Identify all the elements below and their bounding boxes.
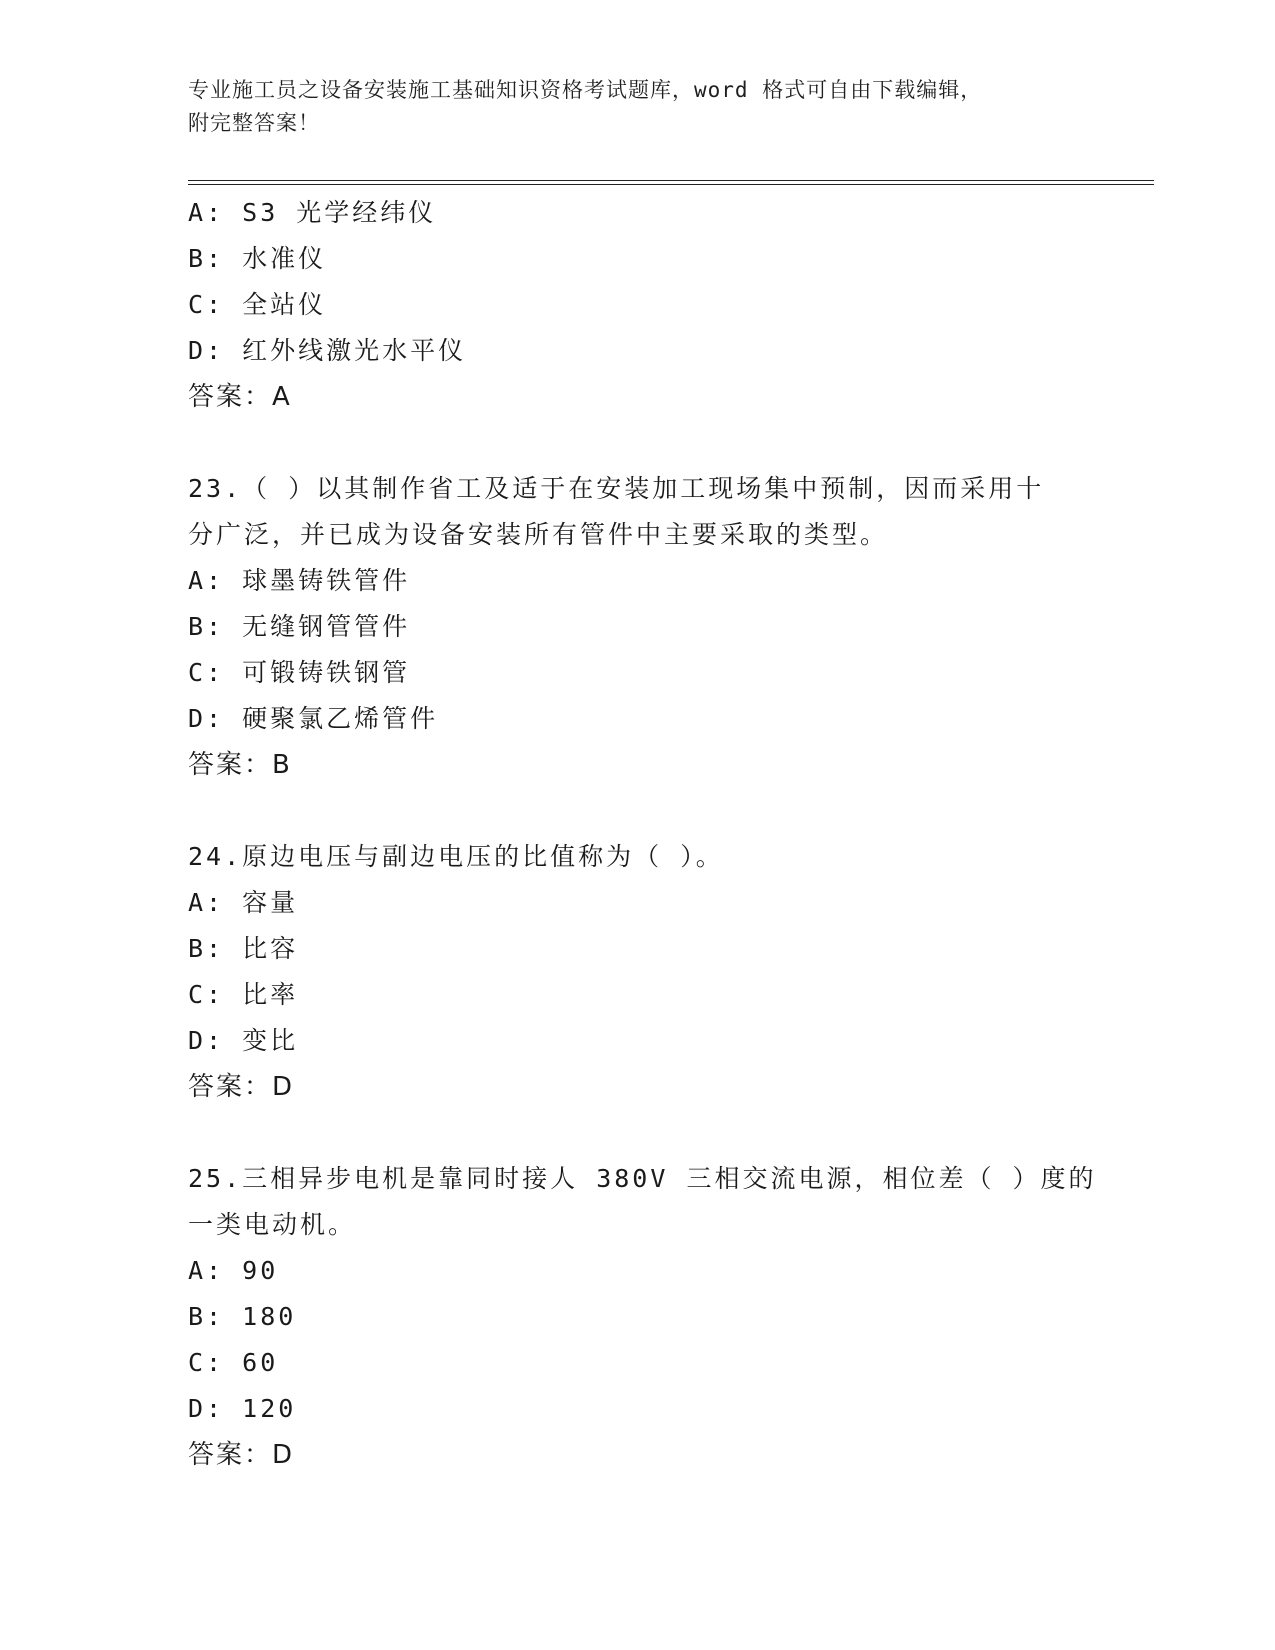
option-a: A: 容量 <box>188 888 299 917</box>
option-c: C: 全站仪 <box>188 290 327 319</box>
spacer <box>188 1110 1088 1156</box>
header-title-line-1: 专业施工员之设备安装施工基础知识资格考试题库，word 格式可自由下载编辑， <box>188 78 983 102</box>
option-d: D: 120 <box>188 1394 297 1423</box>
page-header <box>188 74 1088 140</box>
question-text-line-1: 23.（ ）以其制作省工及适于在安装加工现场集中预制，因而采用十 <box>188 474 1045 503</box>
question-text-line-1: 24.原边电压与副边电压的比值称为（ ）。 <box>188 842 724 871</box>
question-23 <box>188 466 1088 788</box>
header-divider-top <box>188 180 1154 181</box>
answer-line: 答案：D <box>188 1072 295 1102</box>
option-a: A: 90 <box>188 1256 279 1285</box>
spacer <box>188 788 1088 834</box>
question-text-line-2: 一类电动机。 <box>188 1210 357 1239</box>
option-a: A: 球墨铸铁管件 <box>188 566 411 595</box>
header-title-line-2: 附完整答案！ <box>188 111 320 135</box>
option-b: B: 180 <box>188 1302 297 1331</box>
option-b: B: 比容 <box>188 934 299 963</box>
question-25 <box>188 1156 1097 1478</box>
answer-line: 答案：A <box>188 382 292 412</box>
option-b: B: 无缝钢管管件 <box>188 612 411 641</box>
answer-line: 答案：B <box>188 750 292 780</box>
option-c: C: 可锻铸铁钢管 <box>188 658 411 687</box>
question-text-line-1: 25.三相异步电机是靠同时接人 380V 三相交流电源，相位差（ ）度的 <box>188 1164 1097 1193</box>
option-c: C: 60 <box>188 1348 279 1377</box>
header-divider-bottom <box>188 184 1154 185</box>
option-b: B: 水准仪 <box>188 244 327 273</box>
option-a: A: S3 光学经纬仪 <box>188 198 437 227</box>
option-d: D: 红外线激光水平仪 <box>188 336 467 365</box>
answer-line: 答案：D <box>188 1440 295 1470</box>
question-list <box>188 190 1097 1478</box>
option-d: D: 硬聚氯乙烯管件 <box>188 704 439 733</box>
question-text-line-2: 分广泛，并已成为设备安装所有管件中主要采取的类型。 <box>188 520 889 549</box>
question-22 <box>188 190 1088 420</box>
spacer <box>188 420 1088 466</box>
option-d: D: 变比 <box>188 1026 299 1055</box>
option-c: C: 比率 <box>188 980 299 1009</box>
question-24 <box>188 834 1088 1110</box>
